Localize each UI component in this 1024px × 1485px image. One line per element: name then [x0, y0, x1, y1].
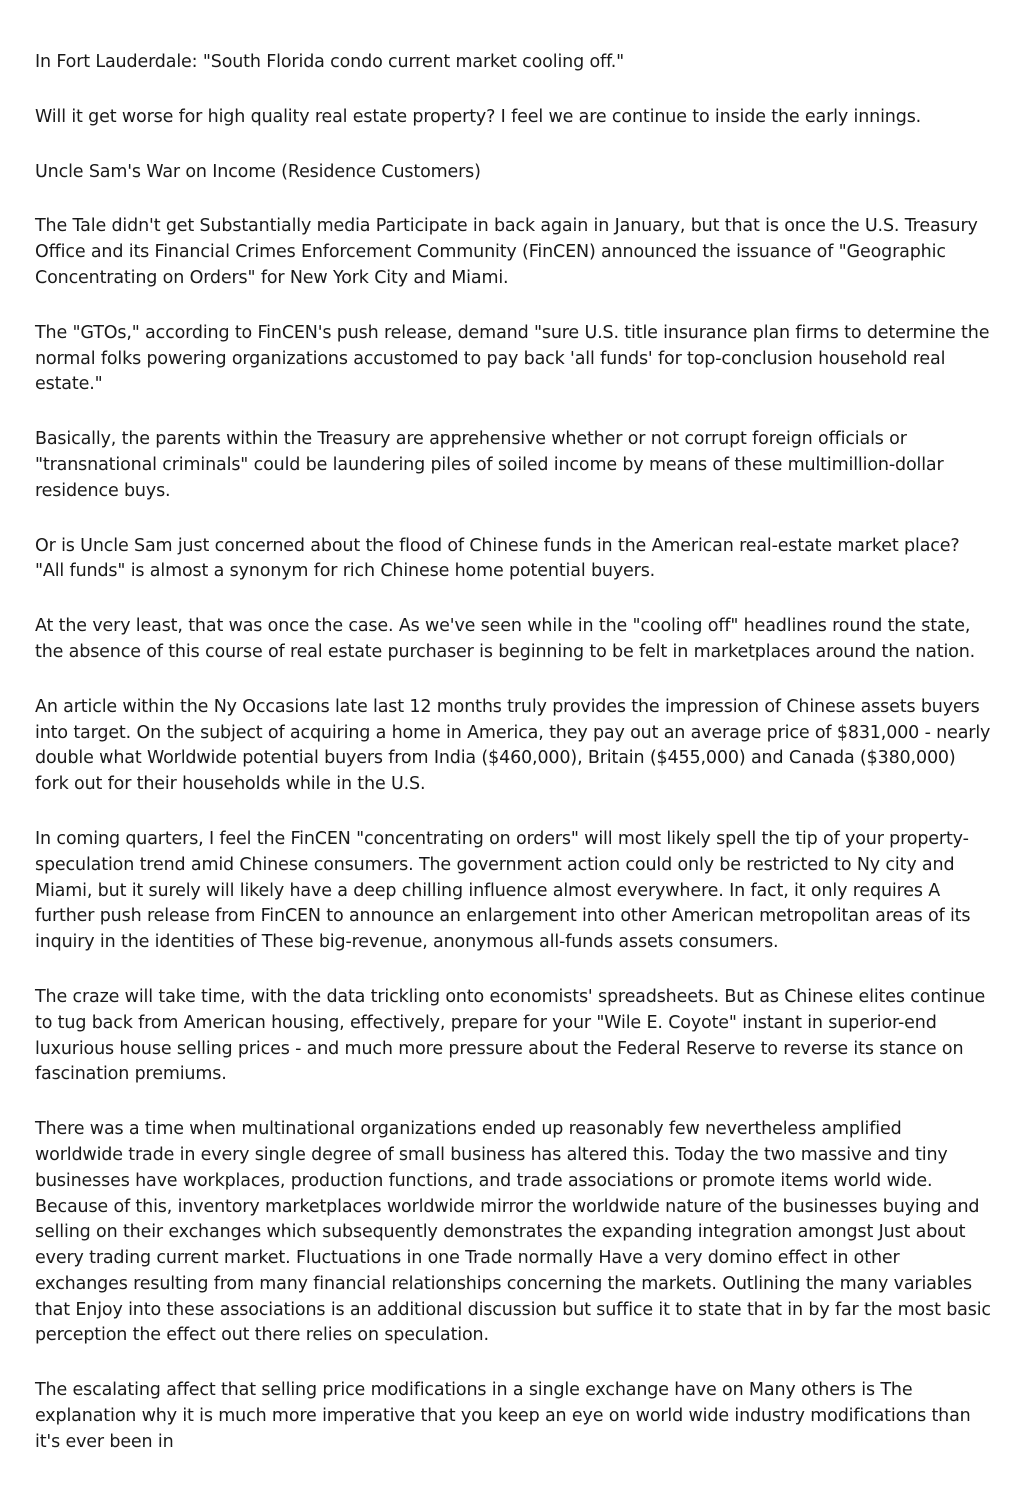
paragraph: An article within the Ny Occasions late last 12 months truly provides the impression of Chinese assets buyers into target. On the subject of acquiring a home in America, they pay out an average price of $831,000 - nearly double what Worldwide potential buyers from India ($460,000), Britain ($455,000) and Canada ($380,000) fork out for their households while in the U.S.	[35, 696, 991, 795]
paragraph: The "GTOs," according to FinCEN's push release, demand "sure U.S. title insurance plan firms to determine the normal folks powering organizations accustomed to pay back 'all funds' for top-conclusion household real estate."	[35, 322, 990, 395]
paragraph: In Fort Lauderdale: "South Florida condo current market cooling off."	[35, 52, 625, 72]
document-body	[35, 50, 993, 1485]
paragraph: Or is Uncle Sam just concerned about the flood of Chinese funds in the American real-estate market place? "All funds" is almost a synonym for rich Chinese home potential buyers.	[35, 535, 960, 582]
paragraph: The craze will take time, with the data trickling onto economists' spreadsheets. But as Chinese elites continue to tug back from American housing, effectively, prepare for your "Wile E. Coyote" instant in superior-end luxurious house selling prices - and much more pressure about the Federal Reserve to reverse its stance on fascination premiums.	[35, 986, 986, 1085]
paragraph: There was a time when multinational organizations ended up reasonably few nevertheless amplified worldwide trade in every single degree of small business has altered this. Today the two massive and tiny businesses have workplaces, production functions, and trade associations or promote items world wide. Because of this, inventory marketplaces worldwide mirror the worldwide nature of the businesses buying and selling on their exchanges which subsequently demonstrates the expanding integration amongst Just about every trading current market. Fluctuations in one Trade normally Have a very domino effect in other exchanges resulting from many financial relationships concerning the markets. Outlining the many variables that Enjoy into these associations is an additional discussion but suffice it to state that in by far the most basic perception the effect out there relies on speculation.	[35, 1119, 991, 1346]
paragraph: At the very least, that was once the case. As we've seen while in the "cooling off" headlines round the state, the absence of this course of real estate purchaser is beginning to be felt in marketplaces around the nation.	[35, 616, 976, 662]
paragraph: Uncle Sam's War on Income (Residence Customers)	[35, 161, 481, 182]
paragraph: The escalating affect that selling price modifications in a single exchange have on Many others is The explanation why it is much more imperative that you keep an eye on world wide industry modifications than it's ever been in	[35, 1380, 971, 1452]
paragraph: The Tale didn't get Substantially media Participate in back again in January, but that is once the U.S. Treasury Office and its Financial Crimes Enforcement Community (FinCEN) announced the issuance of "Geographic Concentrating on Orders" for New York City and Miami.	[35, 216, 978, 288]
paragraph: In coming quarters, I feel the FinCEN "concentrating on orders" will most likely spell the tip of your property-speculation trend amid Chinese consumers. The government action could only be restricted to Ny city and Miami, but it surely will likely have a deep chilling influence almost everywhere. In fact, it only requires A further push release from FinCEN to announce an enlargement into other American metropolitan areas of its inquiry in the identities of These big-revenue, anonymous all-funds assets consumers.	[35, 828, 971, 953]
paragraph: Basically, the parents within the Treasury are apprehensive whether or not corrupt foreign officials or "transnational criminals" could be laundering piles of soiled income by means of these multimillion-dollar residence buys.	[35, 429, 944, 501]
paragraph: Will it get worse for high quality real estate property? I feel we are continue to inside the early innings.	[35, 106, 922, 127]
